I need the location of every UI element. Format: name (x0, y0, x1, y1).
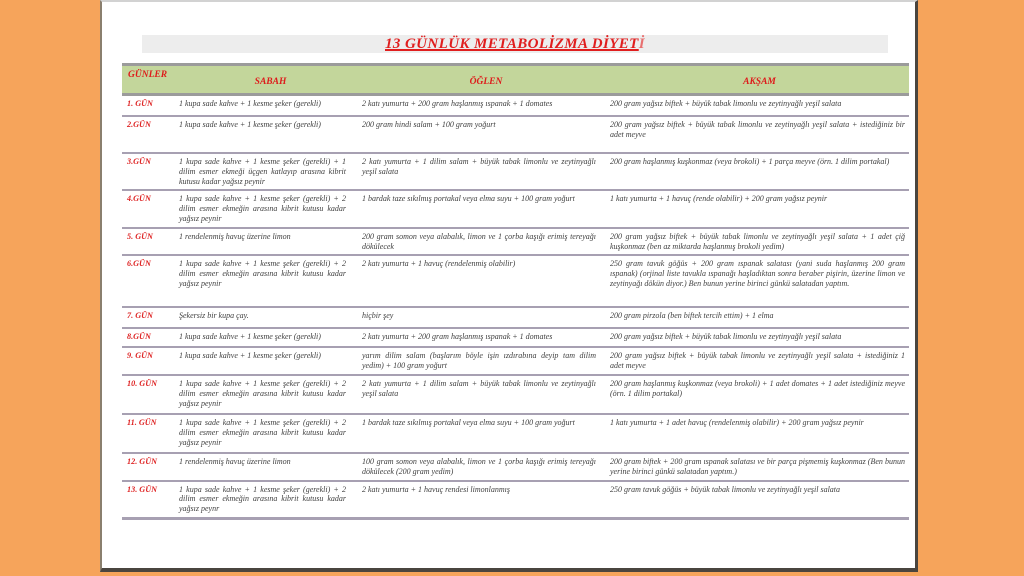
day-label: 12. GÜN (127, 456, 158, 466)
table-row (122, 229, 909, 257)
sabah-cell: 1 kupa sade kahve + 1 kesme şeker (gerekli) (179, 120, 321, 129)
day-label: 6.GÜN (127, 259, 151, 269)
column-header-sabah: SABAH (254, 77, 287, 87)
table-row (122, 154, 909, 191)
oglen-cell: 2 katı yumurta + 1 havuç rendesi limonlanmış (362, 484, 510, 494)
sabah-cell: 1 kupa sade kahve + 1 kesme şeker (gerekli) + 2 dilim esmer ekmeğin arasına kibrit kutusu kadar yağsız peynir (179, 378, 346, 408)
aksam-cell: 1 katı yumurta + 1 adet havuç (rendelenmiş olabilir) + 200 gram yağsız peynir (610, 417, 864, 427)
day-label: 13. GÜN (127, 484, 158, 494)
oglen-cell: 2 katı yumurta + 1 havuç (rendelenmiş olabilir) (362, 259, 516, 269)
aksam-cell: 200 gram yağsız biftek + büyük tabak limonlu ve zeytinyağlı yeşil salata (610, 332, 842, 342)
table-row (122, 415, 909, 454)
oglen-cell: 1 bardak taze sıkılmış portakal veya elma suyu + 100 gram yoğurt (362, 194, 575, 204)
day-label: 2.GÜN (127, 120, 151, 129)
sabah-cell: 1 kupa sade kahve + 1 kesme şeker (gerekli) + 2 dilim esmer ekmeğin arasına kibrit kutusu kadar yağsız peynir (179, 417, 346, 447)
table-row (122, 256, 909, 308)
day-label: 3.GÜN (127, 157, 151, 166)
oglen-cell: 2 katı yumurta + 200 gram haşlanmış ıspanak + 1 domates (362, 332, 553, 342)
aksam-cell: 200 gram yağsız biftek + büyük tabak limonlu ve zeytinyağlı yeşil salata + istediğiniz 1 adet meyve (610, 351, 905, 371)
aksam-cell: 250 gram tavuk göğüs + büyük tabak limonlu ve zeytinyağlı yeşil salata (610, 484, 841, 494)
table-row (122, 191, 909, 228)
sabah-cell: 1 kupa sade kahve + 1 kesme şeker (gerekli) + 2 dilim esmer ekmeğin arasına kibrit kutusu kadar yağsız peynir (179, 194, 346, 223)
column-header-gunler: GÜNLER (128, 70, 168, 80)
day-label: 9. GÜN (127, 351, 153, 361)
column-header-aksam: AKŞAM (743, 77, 776, 87)
sabah-cell: Şekersiz bir kupa çay. (179, 311, 249, 321)
sabah-cell: 1 kupa sade kahve + 1 kesme şeker (gerekli) (179, 351, 321, 361)
aksam-cell: 200 gram pirzola (ben biftek tercih ettim) + 1 elma (610, 311, 774, 321)
sabah-cell: 1 kupa sade kahve + 1 kesme şeker (gerekli) + 2 dilim esmer ekmeğin arasına kibrit kutusu kadar yağsız peynir (179, 259, 346, 288)
day-label: 8.GÜN (127, 332, 151, 342)
table-row (122, 376, 909, 415)
sabah-cell: 1 rendelenmiş havuç üzerine limon (179, 231, 291, 241)
aksam-cell: 250 gram tavuk göğüs + 200 gram ıspanak salatası (yani suda haşlanmış 200 gram ıspanak) (orjinal liste tavukla ıspanağı haşladıktan sonra beraber pişirin, üzerine limon ve zeytinyağı dökün diyor.) Ben bunun yerine birinci günkü salatadan yaptım. (610, 259, 905, 288)
aksam-cell: 200 gram haşlanmış kuşkonmaz (veya brokoli) + 1 adet domates + 1 adet istediğiniz meyve (örn. 1 dilim portakal) (610, 378, 905, 398)
oglen-cell: 2 katı yumurta + 1 dilim salam + büyük tabak limonlu ve zeytinyağlı yeşil salata (362, 378, 596, 398)
day-label: 11. GÜN (127, 417, 157, 427)
sabah-cell: 1 kupa sade kahve + 1 kesme şeker (gerekli) + 2 dilim esmer ekmeğin arasına kibrit kutusu kadar yağsız peynr (179, 484, 346, 514)
aksam-cell: 200 gram yağsız biftek + büyük tabak limonlu ve zeytinyağlı yeşil salata (610, 99, 842, 108)
oglen-cell: 1 bardak taze sıkılmış portakal veya elma suyu + 100 gram yoğurt (362, 417, 575, 427)
sabah-cell: 1 kupa sade kahve + 1 kesme şeker (gerekli) + 1 dilim esmer ekmeği üçgen katlayıp arasına kibrit kutusu kadar yağsız peynir (179, 157, 346, 186)
oglen-cell: 2 katı yumurta + 200 gram haşlanmış ıspanak + 1 domates (362, 99, 553, 108)
aksam-cell: 200 gram yağsız biftek + büyük tabak limonlu ve zeytinyağlı yeşil salata + 1 adet çiğ kuşkonmaz (ben az miktarda haşlanmış brokoli yedim) (610, 231, 905, 251)
oglen-cell: 200 gram somon veya alabalık, limon ve 1 çorba kaşığı erimiş tereyağı dökülecek (362, 231, 596, 251)
oglen-cell: yarım dilim salam (başlarım böyle işin ızdırabına deyip tam dilim yedim) + 100 gram yoğurt (362, 351, 596, 371)
aksam-cell: 200 gram haşlanmış kuşkonmaz (veya brokoli) + 1 parça meyve (örn. 1 dilim portakal) (610, 157, 890, 166)
title-band (142, 35, 888, 53)
aksam-cell: 1 katı yumurta + 1 havuç (rende olabilir) + 200 gram yağsız peynir (610, 194, 828, 204)
table-row (122, 117, 909, 154)
table-row (122, 96, 909, 117)
document-page (100, 0, 918, 572)
day-label: 5. GÜN (127, 231, 153, 241)
oglen-cell: hiçbir şey (362, 311, 394, 321)
table-body (122, 96, 909, 520)
table-row (122, 348, 909, 376)
day-label: 4.GÜN (127, 194, 151, 204)
table-row (122, 308, 909, 329)
page-title (385, 36, 645, 53)
oglen-cell: 2 katı yumurta + 1 dilim salam + büyük tabak limonlu ve zeytinyağlı yeşil salata (362, 157, 596, 176)
day-label: 1. GÜN (127, 99, 153, 108)
table-row (122, 329, 909, 348)
table-header-row (122, 63, 909, 96)
day-label: 10. GÜN (127, 378, 158, 388)
aksam-cell: 200 gram yağsız biftek + büyük tabak limonlu ve zeytinyağlı yeşil salata + istediğiniz bir adet meyve (610, 120, 905, 139)
page-title-main: 13 GÜNLÜK METABOLİZMA DİYET (385, 35, 639, 52)
aksam-cell: 200 gram biftek + 200 gram ıspanak salatası ve bir parça pişmemiş kuşkonmaz (Ben bunun yerine birinci günkü salatadan yaptım.) (610, 456, 905, 476)
sabah-cell: 1 kupa sade kahve + 1 kesme şeker (gerekli) (179, 332, 321, 342)
diet-table (122, 63, 909, 520)
column-header-oglen: ÖĞLEN (469, 77, 503, 87)
day-label: 7. GÜN (127, 311, 153, 321)
oglen-cell: 100 gram somon veya alabalık, limon ve 1 çorba kaşığı erimiş tereyağı dökülecek (200 gram yedim) (362, 456, 596, 476)
table-row (122, 454, 909, 482)
page-title-suffix: İ (638, 35, 645, 52)
sabah-cell: 1 kupa sade kahve + 1 kesme şeker (gerekli) (179, 99, 321, 108)
oglen-cell: 200 gram hindi salam + 100 gram yoğurt (362, 120, 496, 129)
sabah-cell: 1 rendelenmiş havuç üzerine limon (179, 456, 291, 466)
table-row (122, 482, 909, 517)
